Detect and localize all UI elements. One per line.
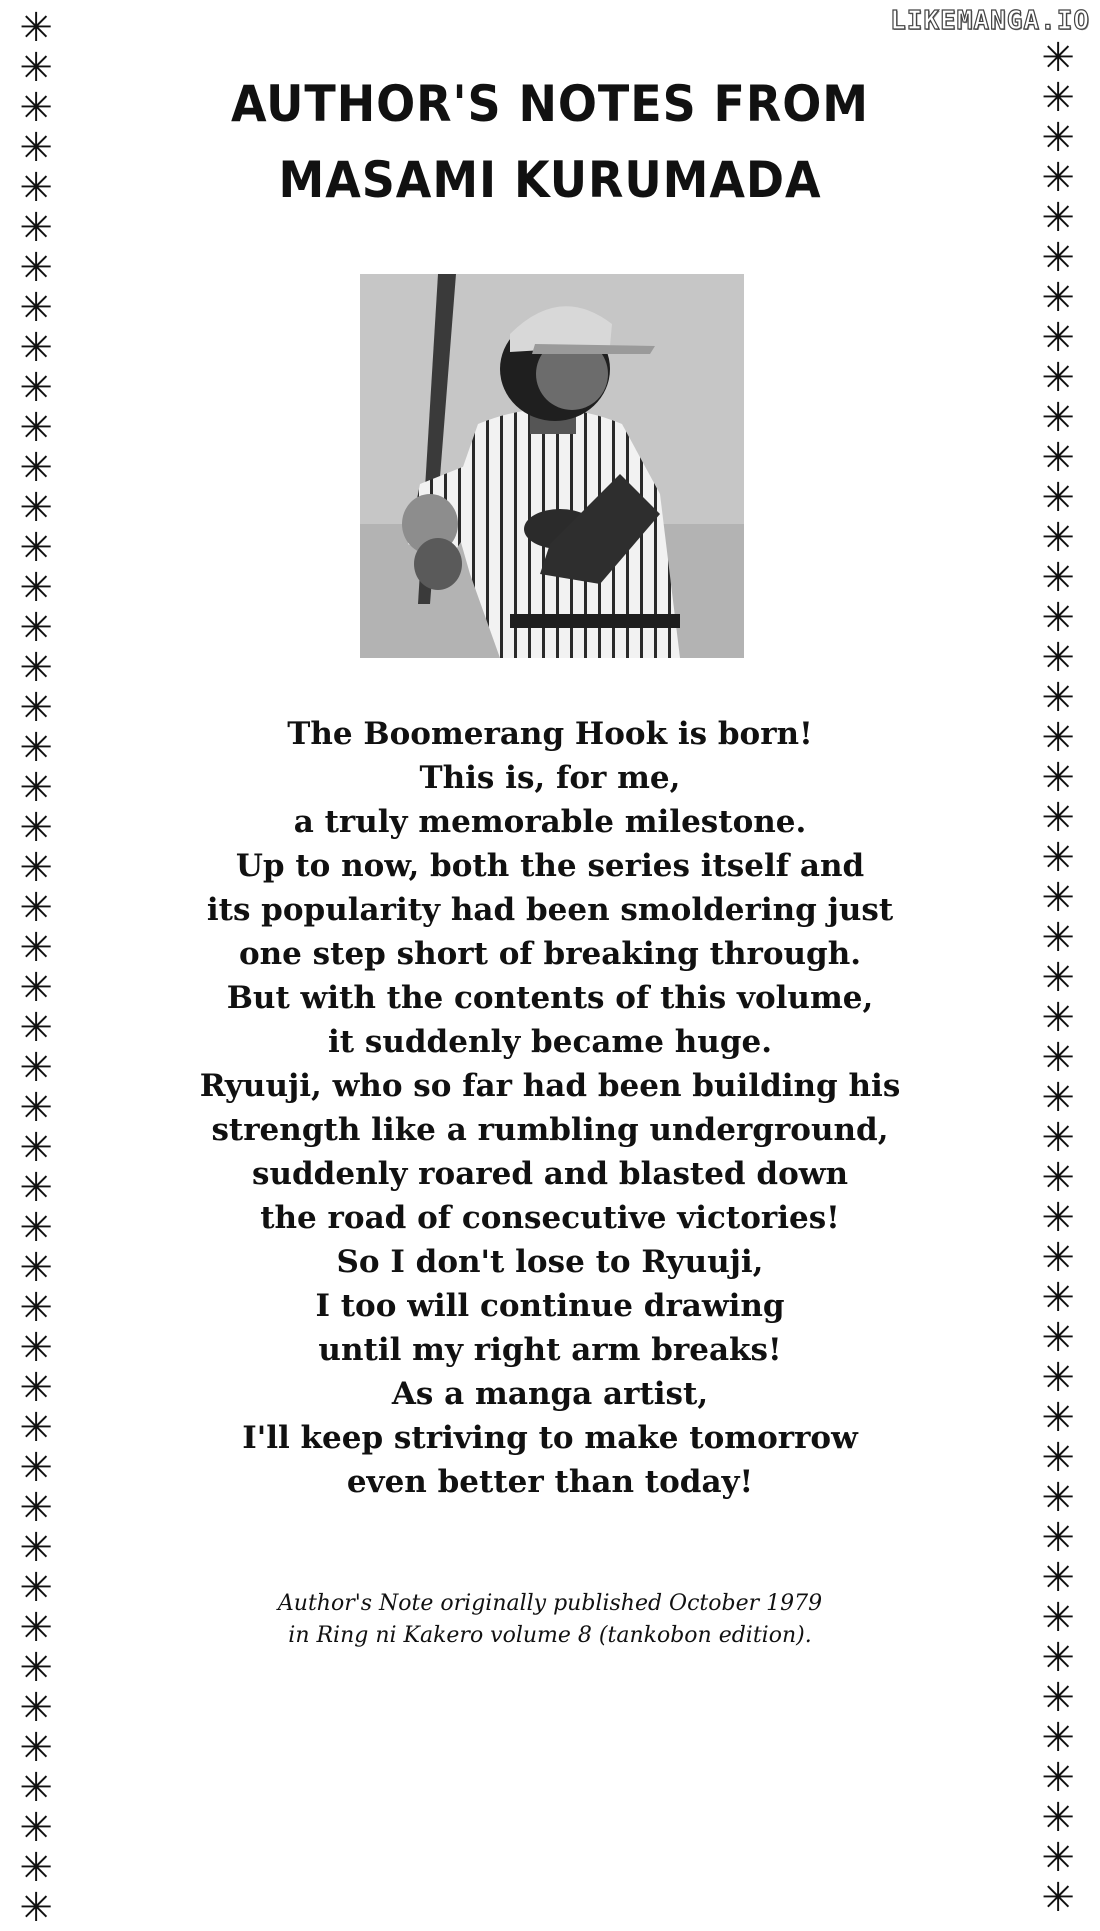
asterisk-icon: ✳: [19, 1805, 53, 1851]
body-line-8: it suddenly became huge.: [327, 1024, 773, 1060]
asterisk-icon: ✳: [1041, 75, 1075, 121]
asterisk-icon: ✳: [1041, 1635, 1075, 1681]
asterisk-icon: ✳: [1041, 555, 1075, 601]
asterisk-icon: ✳: [19, 85, 53, 131]
body-line-2: This is, for me,: [419, 760, 681, 796]
author-photo: [360, 274, 744, 658]
body-line-1: The Boomerang Hook is born!: [287, 716, 813, 752]
asterisk-icon: ✳: [19, 565, 53, 611]
asterisk-icon: ✳: [19, 1125, 53, 1171]
author-note-body: [150, 712, 950, 1504]
asterisk-icon: ✳: [19, 1245, 53, 1291]
asterisk-icon: ✳: [19, 125, 53, 171]
asterisk-icon: ✳: [1041, 1275, 1075, 1321]
asterisk-icon: ✳: [1041, 395, 1075, 441]
asterisk-icon: ✳: [1041, 1435, 1075, 1481]
asterisk-icon: ✳: [1041, 475, 1075, 521]
body-line-7: But with the contents of this volume,: [226, 980, 874, 1016]
asterisk-icon: ✳: [1041, 1675, 1075, 1721]
asterisk-icon: ✳: [19, 1365, 53, 1411]
asterisk-icon: ✳: [1041, 1115, 1075, 1161]
asterisk-icon: ✳: [1041, 515, 1075, 561]
asterisk-icon: ✳: [1041, 1715, 1075, 1761]
asterisk-icon: ✳: [1041, 1315, 1075, 1361]
asterisk-icon: ✳: [19, 1765, 53, 1811]
asterisk-icon: ✳: [19, 1205, 53, 1251]
asterisk-icon: ✳: [19, 1325, 53, 1371]
asterisk-icon: ✳: [1041, 955, 1075, 1001]
asterisk-icon: ✳: [1041, 195, 1075, 241]
asterisk-icon: ✳: [1041, 1795, 1075, 1841]
body-line-14: I too will continue drawing: [315, 1288, 785, 1324]
asterisk-icon: ✳: [19, 1605, 53, 1651]
asterisk-icon: ✳: [1041, 995, 1075, 1041]
footnote-line-2: in Ring ni Kakero volume 8 (tankobon edition).: [288, 1623, 812, 1648]
asterisk-icon: ✳: [19, 605, 53, 651]
asterisk-icon: ✳: [19, 165, 53, 211]
asterisk-icon: ✳: [1041, 715, 1075, 761]
asterisk-icon: ✳: [19, 805, 53, 851]
asterisk-icon: ✳: [1041, 315, 1075, 361]
asterisk-icon: ✳: [19, 1285, 53, 1331]
asterisk-icon: ✳: [1041, 1075, 1075, 1121]
asterisk-icon: ✳: [19, 965, 53, 1011]
asterisk-icon: ✳: [19, 925, 53, 971]
asterisk-icon: ✳: [1041, 1395, 1075, 1441]
asterisk-icon: ✳: [1041, 1835, 1075, 1881]
asterisk-icon: ✳: [19, 485, 53, 531]
body-line-18: even better than today!: [346, 1464, 754, 1500]
asterisk-icon: ✳: [1041, 435, 1075, 481]
asterisk-icon: ✳: [19, 1045, 53, 1091]
asterisk-icon: ✳: [1041, 235, 1075, 281]
body-line-11: suddenly roared and blasted down: [252, 1156, 848, 1192]
asterisk-icon: ✳: [1041, 1355, 1075, 1401]
asterisk-icon: ✳: [1041, 1755, 1075, 1801]
asterisk-icon: ✳: [1041, 1595, 1075, 1641]
asterisk-icon: ✳: [1041, 115, 1075, 161]
asterisk-icon: ✳: [1041, 635, 1075, 681]
asterisk-icon: ✳: [19, 1165, 53, 1211]
body-line-16: As a manga artist,: [391, 1376, 709, 1412]
body-line-15: until my right arm breaks!: [318, 1332, 782, 1368]
body-line-4: Up to now, both the series itself and: [235, 848, 865, 884]
asterisk-icon: ✳: [19, 1565, 53, 1611]
asterisk-icon: ✳: [19, 1725, 53, 1771]
asterisk-icon: ✳: [19, 1085, 53, 1131]
asterisk-icon: ✳: [19, 285, 53, 331]
asterisk-icon: ✳: [19, 1845, 53, 1891]
asterisk-icon: ✳: [1041, 1035, 1075, 1081]
asterisk-icon: ✳: [19, 645, 53, 691]
asterisk-icon: ✳: [19, 1445, 53, 1491]
asterisk-icon: ✳: [19, 205, 53, 251]
asterisk-icon: ✳: [19, 1405, 53, 1451]
right-asterisk-border: [1030, 35, 1086, 1921]
page-title: [164, 66, 937, 218]
asterisk-icon: ✳: [1041, 1235, 1075, 1281]
asterisk-icon: ✳: [19, 525, 53, 571]
asterisk-icon: ✳: [19, 245, 53, 291]
asterisk-icon: ✳: [1041, 155, 1075, 201]
title-line-2: MASAMI KURUMADA: [278, 151, 822, 209]
asterisk-icon: ✳: [1041, 1155, 1075, 1201]
asterisk-icon: ✳: [19, 1485, 53, 1531]
asterisk-icon: ✳: [1041, 355, 1075, 401]
asterisk-icon: ✳: [19, 1885, 53, 1931]
asterisk-icon: ✳: [1041, 835, 1075, 881]
asterisk-icon: ✳: [1041, 275, 1075, 321]
body-line-9: Ryuuji, who so far had been building his: [199, 1068, 901, 1104]
body-line-6: one step short of breaking through.: [238, 936, 862, 972]
body-line-3: a truly memorable milestone.: [293, 804, 807, 840]
body-line-13: So I don't lose to Ryuuji,: [336, 1244, 764, 1280]
asterisk-icon: ✳: [19, 365, 53, 411]
footnote-line-1: Author's Note originally published October 1979: [277, 1591, 823, 1616]
asterisk-icon: ✳: [1041, 595, 1075, 641]
asterisk-icon: ✳: [1041, 1475, 1075, 1521]
asterisk-icon: ✳: [19, 845, 53, 891]
asterisk-icon: ✳: [1041, 35, 1075, 81]
asterisk-icon: ✳: [1041, 675, 1075, 721]
asterisk-icon: ✳: [1041, 915, 1075, 961]
asterisk-icon: ✳: [1041, 795, 1075, 841]
body-line-10: strength like a rumbling underground,: [211, 1112, 889, 1148]
asterisk-icon: ✳: [1041, 1195, 1075, 1241]
asterisk-icon: ✳: [19, 1685, 53, 1731]
body-line-17: I'll keep striving to make tomorrow: [242, 1420, 858, 1456]
asterisk-icon: ✳: [19, 885, 53, 931]
asterisk-icon: ✳: [1041, 875, 1075, 921]
left-asterisk-border: [8, 5, 64, 1931]
asterisk-icon: ✳: [19, 325, 53, 371]
asterisk-icon: ✳: [19, 445, 53, 491]
asterisk-icon: ✳: [1041, 1515, 1075, 1561]
asterisk-icon: ✳: [19, 405, 53, 451]
watermark-logo: LIKEMANGA.IO: [890, 6, 1090, 36]
asterisk-icon: ✳: [19, 5, 53, 51]
asterisk-icon: ✳: [1041, 755, 1075, 801]
asterisk-icon: ✳: [1041, 1555, 1075, 1601]
asterisk-icon: ✳: [19, 1005, 53, 1051]
publication-footnote: [200, 1588, 900, 1652]
asterisk-icon: ✳: [19, 45, 53, 91]
asterisk-icon: ✳: [19, 685, 53, 731]
asterisk-icon: ✳: [19, 1645, 53, 1691]
title-line-1: AUTHOR'S NOTES FROM: [231, 75, 869, 133]
baseball-batter-illustration: [360, 274, 744, 658]
asterisk-icon: ✳: [19, 1525, 53, 1571]
asterisk-icon: ✳: [19, 765, 53, 811]
body-line-12: the road of consecutive victories!: [260, 1200, 840, 1236]
body-line-5: its popularity had been smoldering just: [206, 892, 894, 928]
asterisk-icon: ✳: [19, 725, 53, 771]
asterisk-icon: ✳: [1041, 1875, 1075, 1921]
